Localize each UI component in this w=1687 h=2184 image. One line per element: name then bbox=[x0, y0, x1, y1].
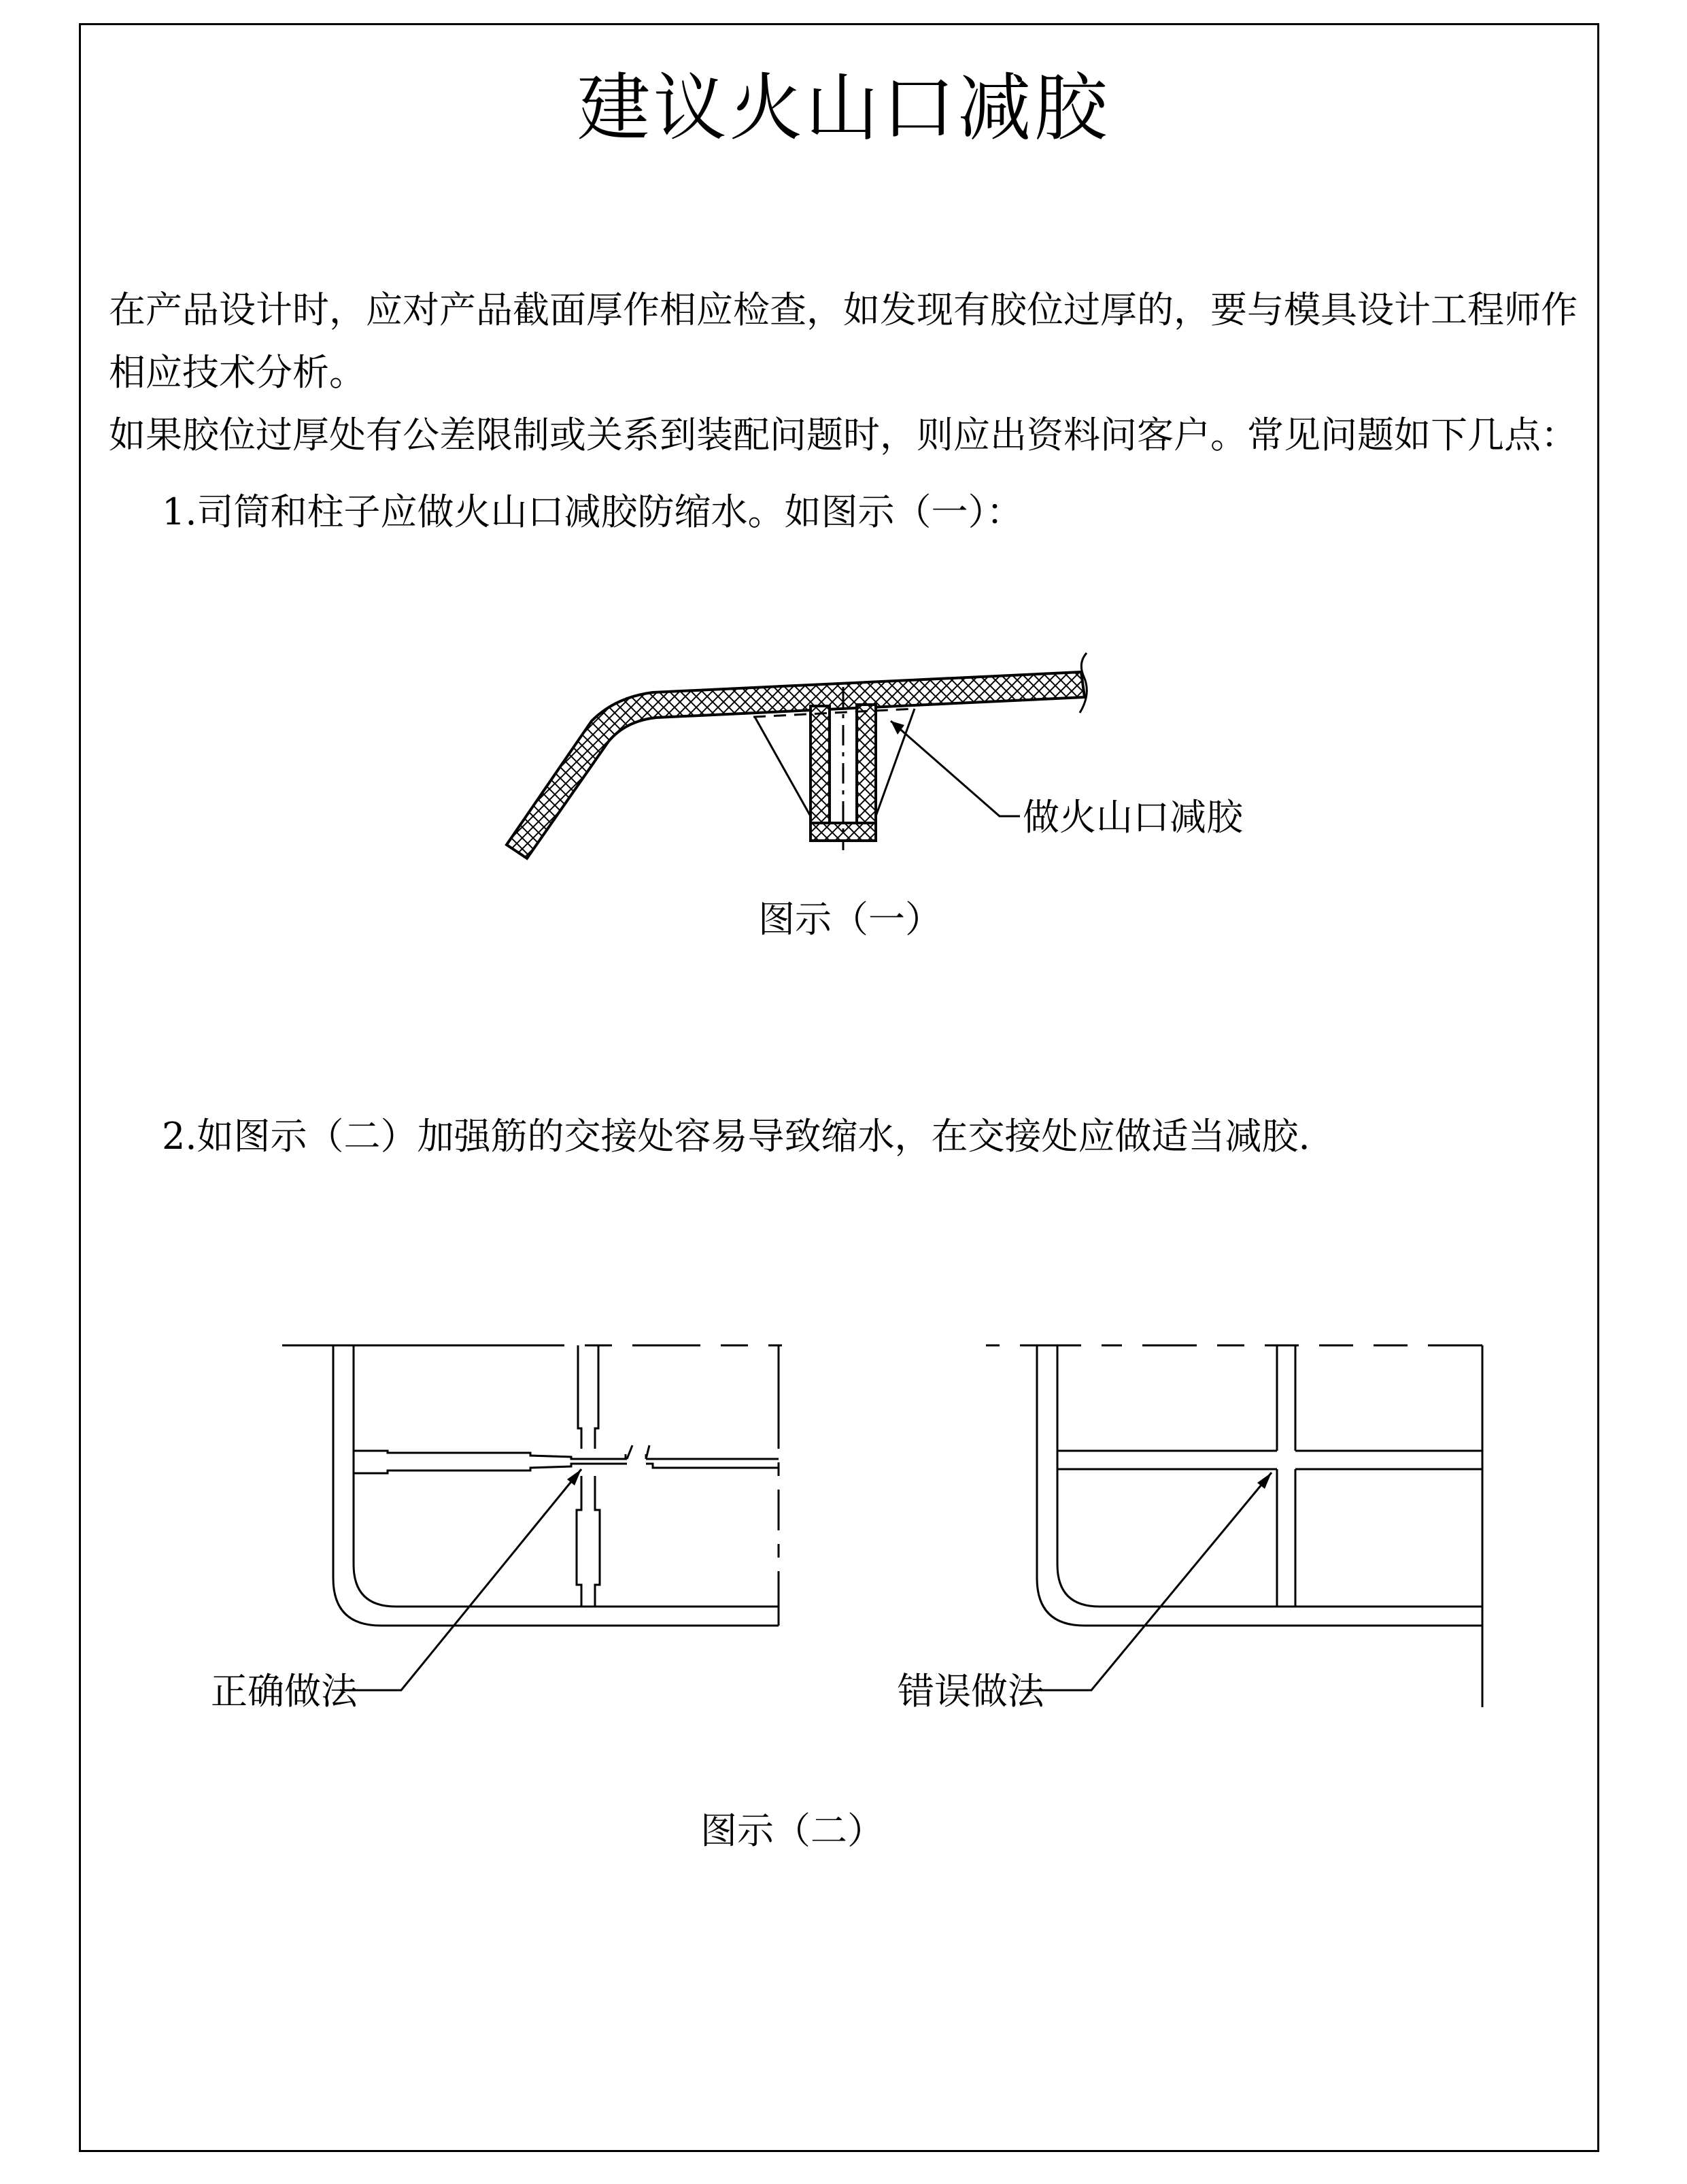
figure-1-label: 做火山口减胶 bbox=[1023, 796, 1243, 839]
figure-1-leader bbox=[891, 721, 1020, 816]
vertical-rib-wrong bbox=[1277, 1345, 1295, 1607]
outer-wall-left bbox=[333, 1345, 779, 1626]
item-2-text: 2.如图示（二）加强筋的交接处容易导致缩水，在交接处应做适当减胶. bbox=[162, 1115, 1310, 1158]
volcano-line-left bbox=[755, 717, 811, 816]
plate-section bbox=[507, 672, 1085, 858]
vertical-rib-correct bbox=[577, 1345, 600, 1607]
figure-2-right-drawing bbox=[898, 1345, 1482, 1713]
boss-wall-left bbox=[811, 706, 830, 841]
item-1-text: 1.司筒和柱子应做火山口减胶防缩水。如图示（一）： bbox=[162, 490, 1023, 533]
figure-1-drawing bbox=[507, 653, 1244, 941]
figure-2-left-drawing bbox=[211, 1345, 782, 1713]
figure-2-right-leader bbox=[1027, 1473, 1272, 1690]
boss-wall-right bbox=[857, 705, 876, 841]
figure-2-right-label: 错误做法 bbox=[898, 1670, 1044, 1713]
intro-line-1: 在产品设计时，应对产品截面厚作相应检查，如发现有胶位过厚的，要与模具设计工程师作相应技术分析。 bbox=[109, 288, 1578, 394]
page-title: 建议火山口减胶 bbox=[577, 66, 1110, 151]
figure-2-left-leader bbox=[340, 1469, 581, 1690]
intro-line-2: 如果胶位过厚处有公差限制或关系到装配问题时，则应出资料问客户。常见问题如下几点： bbox=[109, 414, 1578, 456]
figure-2-caption: 图示（二） bbox=[700, 1809, 884, 1852]
figure-2-left-label: 正确做法 bbox=[211, 1670, 358, 1713]
horizontal-rib-correct bbox=[354, 1451, 779, 1473]
figure-1-caption: 图示（一） bbox=[758, 898, 942, 941]
horizontal-rib-wrong bbox=[1057, 1451, 1482, 1469]
